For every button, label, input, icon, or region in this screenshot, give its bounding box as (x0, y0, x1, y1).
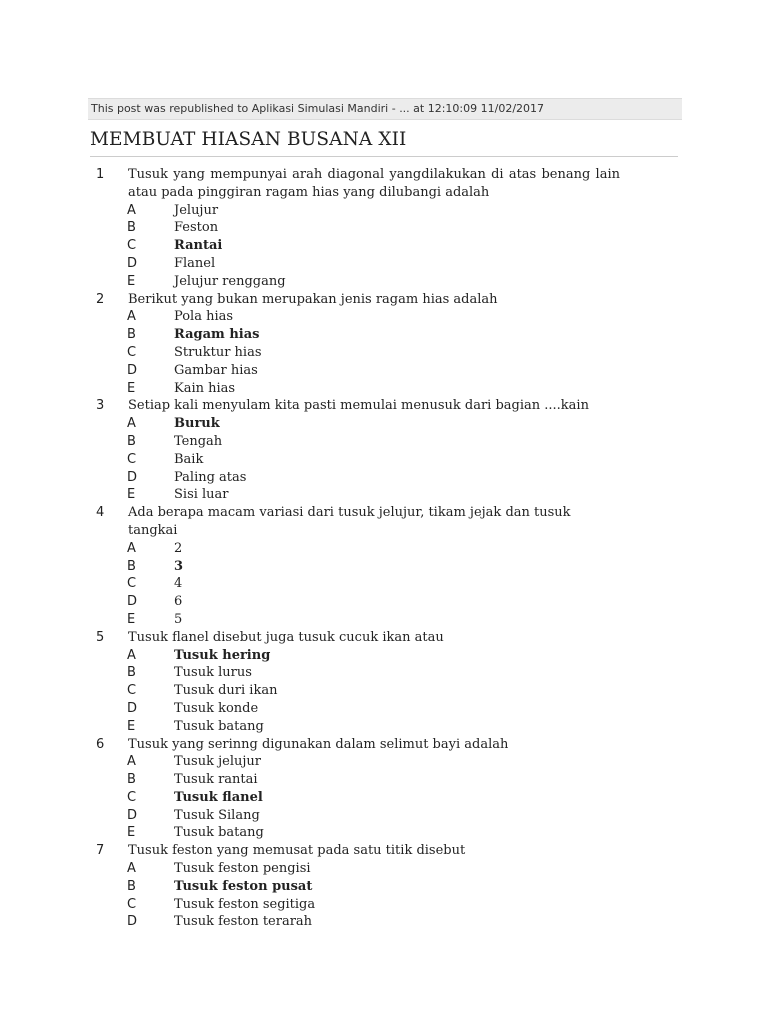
option-text: Tusuk batang (174, 718, 264, 734)
question-7 (0, 842, 768, 931)
question-row (0, 504, 620, 540)
option-text: Gambar hias (174, 362, 258, 378)
option-letter: A (127, 754, 136, 770)
answer-option (0, 433, 768, 451)
option-letter: B (127, 558, 136, 574)
answer-option (0, 789, 768, 807)
answer-option (0, 202, 768, 220)
option-text: Tusuk konde (174, 700, 259, 716)
option-text: Tusuk feston segitiga (174, 896, 316, 912)
question-1 (0, 166, 768, 291)
option-letter: E (127, 380, 136, 396)
option-letter: E (127, 718, 136, 734)
question-row (0, 166, 620, 202)
question-row (0, 397, 620, 415)
question-number: 4 (96, 505, 105, 521)
option-letter: B (127, 772, 136, 788)
answer-option (0, 860, 768, 878)
question-text: Ada berapa macam variasi dari tusuk jelujur, tikam jejak dan tusuk tangkai (128, 505, 571, 538)
answer-option (0, 611, 768, 629)
correct-option-text: Buruk (174, 416, 220, 432)
answer-option (0, 415, 768, 433)
answer-option (0, 647, 768, 665)
answer-option (0, 362, 768, 380)
answer-option (0, 380, 768, 398)
answer-option (0, 824, 768, 842)
question-row (0, 842, 620, 860)
answer-option (0, 807, 768, 825)
option-text: Baik (174, 451, 204, 467)
option-letter: B (127, 220, 136, 236)
answer-option (0, 255, 768, 273)
question-number: 7 (96, 843, 105, 859)
republish-notice-bar (88, 98, 682, 120)
question-list (0, 166, 768, 931)
option-text: Jelujur (174, 202, 219, 218)
answer-option (0, 273, 768, 291)
option-letter: D (127, 469, 138, 485)
answer-option (0, 344, 768, 362)
answer-option (0, 718, 768, 736)
option-text: Tusuk feston pengisi (174, 861, 311, 877)
option-letter: D (127, 700, 138, 716)
republish-notice-text: This post was republished to Aplikasi Simulasi Mandiri - ... at 12:10:09 11/02/2017 (91, 102, 545, 115)
correct-option-text: Ragam hias (174, 327, 260, 343)
question-number: 1 (96, 167, 105, 182)
option-letter: D (127, 914, 138, 930)
question-number: 5 (96, 629, 105, 645)
option-text: Feston (174, 220, 219, 236)
answer-option (0, 237, 768, 255)
option-text: Jelujur renggang (174, 273, 286, 289)
option-letter: C (127, 683, 137, 699)
answer-option (0, 682, 768, 700)
answer-option (0, 664, 768, 682)
option-letter: C (127, 789, 137, 805)
option-letter: C (127, 576, 137, 592)
answer-option (0, 593, 768, 611)
option-letter: C (127, 896, 137, 912)
question-text: Setiap kali menyulam kita pasti memulai menusuk dari bagian ....kain (128, 398, 589, 414)
option-text: Sisi luar (174, 487, 229, 503)
question-number: 3 (96, 398, 105, 414)
option-text: Tusuk rantai (174, 772, 258, 788)
option-text: Struktur hias (174, 344, 262, 360)
option-letter: A (127, 416, 136, 432)
option-letter: C (127, 238, 137, 254)
option-letter: E (127, 273, 136, 289)
option-letter: C (127, 344, 137, 360)
answer-option (0, 878, 768, 896)
question-5 (0, 629, 768, 736)
question-text: Tusuk flanel disebut juga tusuk cucuk ikan atau (128, 629, 444, 645)
answer-option (0, 540, 768, 558)
option-letter: E (127, 611, 136, 627)
question-4 (0, 504, 768, 629)
option-text: 6 (174, 594, 183, 610)
answer-option (0, 896, 768, 914)
option-text: Tusuk lurus (174, 665, 252, 681)
option-letter: A (127, 202, 136, 218)
option-letter: E (127, 487, 136, 503)
answer-option (0, 308, 768, 326)
option-letter: C (127, 451, 137, 467)
answer-option (0, 771, 768, 789)
option-text: Paling atas (174, 469, 247, 485)
option-text: Tusuk feston terarah (174, 914, 313, 930)
option-letter: D (127, 807, 138, 823)
option-text: Tusuk jelujur (174, 754, 261, 770)
option-letter: D (127, 594, 138, 610)
question-row (0, 736, 620, 754)
option-letter: A (127, 861, 136, 877)
question-text: Tusuk yang mempunyai arah diagonal yangdilakukan di atas benang lain atau pada pinggiran ragam hias yang dilubangi adalah (128, 167, 620, 200)
answer-option (0, 913, 768, 931)
question-text: Tusuk yang serinng digunakan dalam selimut bayi adalah (128, 736, 509, 752)
title-divider (90, 156, 678, 157)
correct-option-text: Tusuk feston pusat (174, 878, 313, 894)
correct-option-text: 3 (174, 558, 184, 574)
correct-option-text: Tusuk flanel (174, 789, 263, 805)
answer-option (0, 451, 768, 469)
answer-option (0, 753, 768, 771)
option-letter: B (127, 665, 136, 681)
question-row (0, 291, 620, 309)
document-title: MEMBUAT HIASAN BUSANA XII (90, 129, 407, 150)
question-number: 2 (96, 291, 105, 307)
answer-option (0, 326, 768, 344)
answer-option (0, 469, 768, 487)
question-text: Berikut yang bukan merupakan jenis ragam hias adalah (128, 291, 498, 307)
option-text: Pola hias (174, 309, 234, 325)
answer-option (0, 486, 768, 504)
option-letter: D (127, 362, 138, 378)
option-text: 2 (174, 540, 183, 556)
option-letter: B (127, 878, 136, 894)
option-letter: A (127, 309, 136, 325)
question-6 (0, 736, 768, 843)
answer-option (0, 219, 768, 237)
option-text: Flanel (174, 255, 216, 271)
answer-option (0, 558, 768, 576)
question-number: 6 (96, 736, 105, 752)
option-text: Tusuk Silang (174, 807, 260, 823)
correct-option-text: Rantai (174, 238, 223, 254)
option-letter: B (127, 327, 136, 343)
correct-option-text: Tusuk hering (174, 647, 271, 663)
option-text: Tusuk duri ikan (174, 683, 278, 699)
option-letter: A (127, 647, 136, 663)
option-text: 5 (174, 611, 183, 627)
option-letter: E (127, 825, 136, 841)
answer-option (0, 575, 768, 593)
option-text: Tengah (174, 433, 223, 449)
option-text: Tusuk batang (174, 825, 264, 841)
question-3 (0, 397, 768, 504)
option-letter: D (127, 255, 138, 271)
option-letter: B (127, 433, 136, 449)
question-text: Tusuk feston yang memusat pada satu titik disebut (128, 843, 466, 859)
option-letter: A (127, 540, 136, 556)
question-row (0, 629, 620, 647)
question-2 (0, 291, 768, 398)
option-text: 4 (174, 576, 183, 592)
option-text: Kain hias (174, 380, 236, 396)
answer-option (0, 700, 768, 718)
